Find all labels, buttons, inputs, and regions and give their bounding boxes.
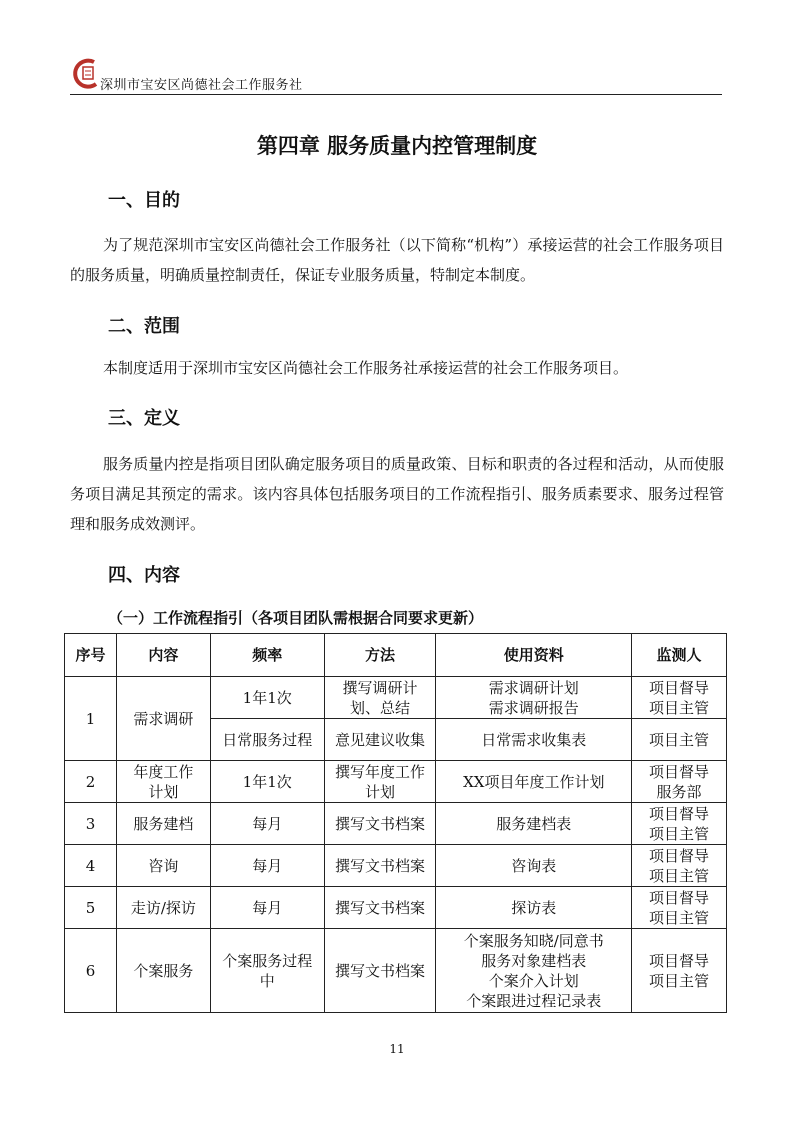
table-row bbox=[65, 887, 727, 929]
cell-no: 1 bbox=[65, 677, 117, 761]
cell-monitor: 项目督导 服务部 bbox=[632, 761, 727, 803]
cell-materials: 咨询表 bbox=[436, 845, 632, 887]
cell-method: 撰写文书档案 bbox=[324, 845, 436, 887]
cell-frequency: 1年1次 bbox=[210, 761, 324, 803]
table-row bbox=[65, 803, 727, 845]
cell-method: 撰写文书档案 bbox=[324, 929, 436, 1013]
table-header-row bbox=[65, 634, 727, 677]
cell-method: 撰写年度工作 计划 bbox=[324, 761, 436, 803]
cell-monitor: 项目督导 项目主管 bbox=[632, 845, 727, 887]
cell-materials: 探访表 bbox=[436, 887, 632, 929]
cell-no: 4 bbox=[65, 845, 117, 887]
cell-frequency: 每月 bbox=[210, 887, 324, 929]
cell-no: 3 bbox=[65, 803, 117, 845]
organization-logo-icon bbox=[72, 56, 102, 90]
table-row bbox=[65, 677, 727, 719]
col-header-frequency: 频率 bbox=[210, 634, 324, 677]
table-row bbox=[65, 929, 727, 1013]
cell-monitor: 项目督导 项目主管 bbox=[632, 887, 727, 929]
table-row bbox=[65, 845, 727, 887]
cell-method: 撰写文书档案 bbox=[324, 887, 436, 929]
cell-method: 撰写文书档案 bbox=[324, 803, 436, 845]
col-header-method: 方法 bbox=[324, 634, 436, 677]
cell-content: 走访/探访 bbox=[116, 887, 210, 929]
section-heading-purpose: 一、目的 bbox=[108, 190, 180, 211]
cell-no: 6 bbox=[65, 929, 117, 1013]
col-header-no: 序号 bbox=[65, 634, 117, 677]
cell-frequency: 个案服务过程 中 bbox=[210, 929, 324, 1013]
cell-no: 5 bbox=[65, 887, 117, 929]
section-text-scope: 本制度适用于深圳市宝安区尚德社会工作服务社承接运营的社会工作服务项目。 bbox=[103, 359, 629, 377]
workflow-table bbox=[64, 633, 727, 1013]
cell-frequency: 日常服务过程 bbox=[210, 719, 324, 761]
cell-frequency: 每月 bbox=[210, 803, 324, 845]
cell-no: 2 bbox=[65, 761, 117, 803]
cell-frequency: 1年1次 bbox=[210, 677, 324, 719]
section-text-purpose: 为了规范深圳市宝安区尚德社会工作服务社（以下简称“机构”）承接运营的社会工作服务项目的服务质量，明确质量控制责任，保证专业服务质量，特制定本制度。 bbox=[70, 236, 724, 284]
cell-materials: XX项目年度工作计划 bbox=[436, 761, 632, 803]
section-heading-content: 四、内容 bbox=[108, 565, 180, 586]
cell-content: 个案服务 bbox=[116, 929, 210, 1013]
section-text-definition: 服务质量内控是指项目团队确定服务项目的质量政策、目标和职责的各过程和活动，从而使服务项目满足其预定的需求。该内容具体包括服务项目的工作流程指引、服务质素要求、服务过程管理和服务成效测评。 bbox=[70, 455, 724, 533]
cell-content: 服务建档 bbox=[116, 803, 210, 845]
cell-content: 咨询 bbox=[116, 845, 210, 887]
col-header-content: 内容 bbox=[116, 634, 210, 677]
cell-monitor: 项目督导 项目主管 bbox=[632, 677, 727, 719]
page-header bbox=[70, 52, 722, 95]
cell-materials: 个案服务知晓/同意书 服务对象建档表 个案介入计划 个案跟进过程记录表 bbox=[436, 929, 632, 1013]
table-title: （一）工作流程指引（各项目团队需根据合同要求更新） bbox=[108, 609, 484, 627]
section-heading-scope: 二、范围 bbox=[108, 316, 180, 337]
cell-materials: 服务建档表 bbox=[436, 803, 632, 845]
section-heading-definition: 三、定义 bbox=[108, 408, 180, 429]
cell-materials: 需求调研计划 需求调研报告 bbox=[436, 677, 632, 719]
chapter-title: 第四章 服务质量内控管理制度 bbox=[256, 134, 538, 158]
page-number: 11 bbox=[389, 1042, 405, 1056]
cell-monitor: 项目主管 bbox=[632, 719, 727, 761]
cell-monitor: 项目督导 项目主管 bbox=[632, 803, 727, 845]
col-header-materials: 使用资料 bbox=[436, 634, 632, 677]
organization-name: 深圳市宝安区尚德社会工作服务社 bbox=[100, 78, 303, 93]
table-row bbox=[65, 761, 727, 803]
cell-materials: 日常需求收集表 bbox=[436, 719, 632, 761]
cell-monitor: 项目督导 项目主管 bbox=[632, 929, 727, 1013]
cell-frequency: 每月 bbox=[210, 845, 324, 887]
cell-content: 需求调研 bbox=[116, 677, 210, 761]
col-header-monitor: 监测人 bbox=[632, 634, 727, 677]
cell-method: 意见建议收集 bbox=[324, 719, 436, 761]
cell-content: 年度工作 计划 bbox=[116, 761, 210, 803]
cell-method: 撰写调研计 划、总结 bbox=[324, 677, 436, 719]
